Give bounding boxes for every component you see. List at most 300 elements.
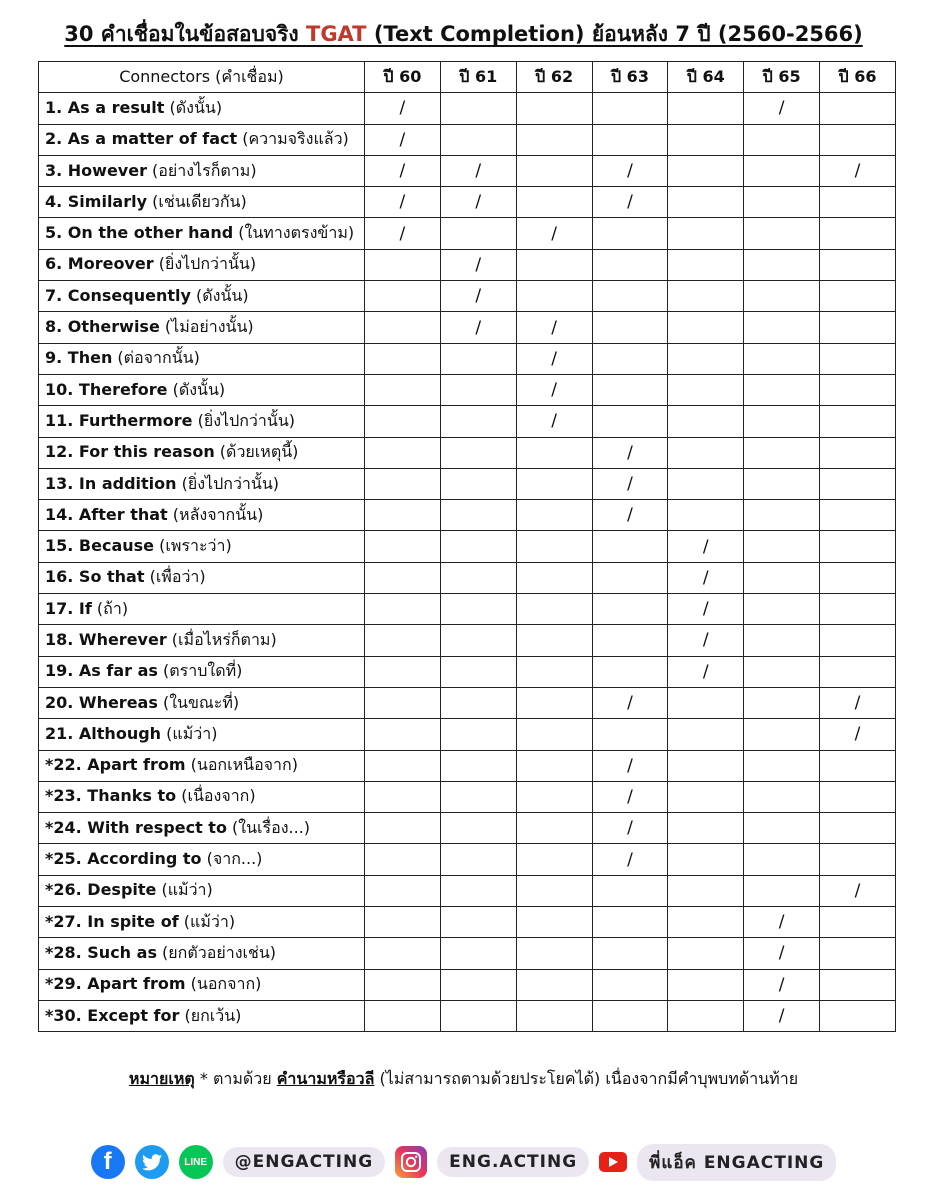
mark-cell <box>365 437 441 468</box>
mark-cell <box>365 813 441 844</box>
mark-cell <box>744 281 820 312</box>
connector-cell <box>39 218 365 249</box>
table-body <box>39 93 896 1032</box>
year-header: ปี 62 <box>516 62 592 93</box>
mark-cell: / <box>820 687 896 718</box>
table-row <box>39 625 896 656</box>
mark-cell <box>820 938 896 969</box>
table-row <box>39 500 896 531</box>
mark-cell <box>744 625 820 656</box>
connector-cell <box>39 281 365 312</box>
mark-cell: / <box>744 938 820 969</box>
mark-cell <box>744 155 820 186</box>
mark-cell <box>440 374 516 405</box>
table-row <box>39 249 896 280</box>
mark-cell <box>592 93 668 124</box>
mark-cell <box>744 531 820 562</box>
mark-cell <box>668 218 744 249</box>
mark-cell <box>668 875 744 906</box>
mark-cell <box>744 562 820 593</box>
mark-cell <box>820 406 896 437</box>
connector-cell <box>39 437 365 468</box>
mark-cell <box>365 750 441 781</box>
connector-en: 16. So that <box>45 567 145 587</box>
mark-cell <box>744 750 820 781</box>
mark-cell: / <box>365 218 441 249</box>
connector-en: 14. After that <box>45 504 168 524</box>
mark-cell: / <box>592 844 668 875</box>
mark-cell <box>668 374 744 405</box>
mark-cell <box>668 750 744 781</box>
connector-th: (อย่างไรก็ตาม) <box>146 160 257 180</box>
mark-cell <box>820 656 896 687</box>
mark-cell <box>516 750 592 781</box>
connector-th: (เพื่อว่า) <box>144 567 206 587</box>
mark-cell <box>365 875 441 906</box>
connector-cell <box>39 468 365 499</box>
connector-en: *27. In spite of <box>45 911 179 931</box>
mark-cell <box>440 437 516 468</box>
mark-cell <box>668 406 744 437</box>
mark-cell <box>365 312 441 343</box>
mark-cell <box>820 187 896 218</box>
mark-cell <box>365 468 441 499</box>
mark-cell <box>440 907 516 938</box>
mark-cell <box>440 875 516 906</box>
mark-cell: / <box>592 437 668 468</box>
mark-cell <box>365 781 441 812</box>
mark-cell <box>744 437 820 468</box>
connector-cell <box>39 969 365 1000</box>
mark-cell <box>365 938 441 969</box>
table-row <box>39 155 896 186</box>
handle-pill-2: ENG.ACTING <box>437 1147 589 1177</box>
mark-cell <box>592 249 668 280</box>
table-row <box>39 468 896 499</box>
connector-en: 1. As a result <box>45 97 165 117</box>
connector-en: 4. Similarly <box>45 191 148 211</box>
mark-cell <box>744 781 820 812</box>
connector-th: (เนื่องจาก) <box>176 786 256 806</box>
mark-cell <box>365 719 441 750</box>
mark-cell <box>440 124 516 155</box>
mark-cell: / <box>440 249 516 280</box>
connector-cell <box>39 374 365 405</box>
connector-th: (ดังนั้น) <box>167 379 226 399</box>
connector-cell <box>39 406 365 437</box>
mark-cell <box>820 312 896 343</box>
mark-cell <box>744 656 820 687</box>
connector-cell <box>39 343 365 374</box>
table-row <box>39 562 896 593</box>
connector-th: (ในเรื่อง...) <box>226 817 310 837</box>
mark-cell: / <box>592 781 668 812</box>
mark-cell: / <box>744 907 820 938</box>
mark-cell: / <box>516 312 592 343</box>
mark-cell <box>440 468 516 499</box>
connector-th: (หลังจากนั้น) <box>167 504 264 524</box>
mark-cell: / <box>516 218 592 249</box>
connector-en: 5. On the other hand <box>45 223 234 243</box>
mark-cell <box>592 531 668 562</box>
mark-cell <box>820 907 896 938</box>
connector-en: 21. Although <box>45 723 162 743</box>
connector-cell <box>39 625 365 656</box>
connector-cell <box>39 562 365 593</box>
connector-en: *22. Apart from <box>45 755 186 775</box>
connector-cell <box>39 907 365 938</box>
year-header: ปี 65 <box>744 62 820 93</box>
mark-cell <box>516 594 592 625</box>
connector-th: (เพราะว่า) <box>154 536 232 556</box>
mark-cell <box>516 625 592 656</box>
mark-cell <box>820 844 896 875</box>
mark-cell <box>365 594 441 625</box>
mark-cell <box>820 781 896 812</box>
mark-cell <box>820 281 896 312</box>
connector-th: (แม้ว่า) <box>161 723 218 743</box>
mark-cell <box>820 343 896 374</box>
footnote-text-1: * ตามด้วย <box>194 1069 277 1088</box>
mark-cell <box>516 531 592 562</box>
connector-th: (ยกเว้น) <box>179 1005 242 1025</box>
connector-en: 7. Consequently <box>45 285 191 305</box>
connector-th: (ถ้า) <box>91 598 129 618</box>
table-row <box>39 374 896 405</box>
connector-th: (นอกจาก) <box>185 974 262 994</box>
connector-cell <box>39 531 365 562</box>
mark-cell: / <box>592 813 668 844</box>
mark-cell <box>516 187 592 218</box>
connector-th: (เช่นเดียวกัน) <box>147 191 247 211</box>
mark-cell: / <box>668 656 744 687</box>
line-icon[interactable] <box>179 1145 213 1179</box>
social-footer <box>0 1142 927 1182</box>
mark-cell <box>365 281 441 312</box>
mark-cell <box>668 687 744 718</box>
table-row <box>39 656 896 687</box>
mark-cell <box>516 687 592 718</box>
mark-cell <box>365 844 441 875</box>
mark-cell <box>365 625 441 656</box>
mark-cell <box>668 155 744 186</box>
mark-cell <box>744 218 820 249</box>
mark-cell <box>820 124 896 155</box>
mark-cell <box>668 969 744 1000</box>
connector-th: (ยกตัวอย่างเช่น) <box>156 942 277 962</box>
handle-pill-1: @ENGACTING <box>223 1147 386 1177</box>
mark-cell: / <box>592 687 668 718</box>
mark-cell <box>820 625 896 656</box>
mark-cell: / <box>440 187 516 218</box>
connector-cell <box>39 500 365 531</box>
connector-en: 9. Then <box>45 348 113 368</box>
connector-cell <box>39 155 365 186</box>
connector-th: (ในขณะที่) <box>157 692 240 712</box>
connector-th: (ยิ่งไปกว่านั้น) <box>176 473 280 493</box>
mark-cell <box>592 124 668 155</box>
table-row <box>39 969 896 1000</box>
connectors-header-en: Connectors <box>119 66 211 86</box>
mark-cell <box>744 343 820 374</box>
connector-cell <box>39 312 365 343</box>
mark-cell <box>820 437 896 468</box>
mark-cell <box>668 468 744 499</box>
connector-th: (ตราบใดที่) <box>157 661 243 681</box>
table-row <box>39 1000 896 1031</box>
mark-cell <box>820 249 896 280</box>
connector-th: (แม้ว่า) <box>156 880 213 900</box>
mark-cell <box>668 93 744 124</box>
footnote-emphasis: คำนามหรือวลี <box>276 1069 375 1088</box>
year-header: ปี 61 <box>440 62 516 93</box>
connector-cell <box>39 844 365 875</box>
connector-th: (จาก...) <box>201 849 263 869</box>
connector-th: (ดังนั้น) <box>164 97 223 117</box>
connector-th: (ดังนั้น) <box>190 285 249 305</box>
connector-cell <box>39 875 365 906</box>
table-row <box>39 813 896 844</box>
mark-cell <box>440 625 516 656</box>
connector-en: 19. As far as <box>45 661 158 681</box>
mark-cell <box>592 938 668 969</box>
connector-en: *26. Despite <box>45 880 157 900</box>
footnote <box>0 1067 927 1092</box>
mark-cell <box>668 437 744 468</box>
connector-cell <box>39 1000 365 1031</box>
mark-cell <box>668 813 744 844</box>
mark-cell: / <box>440 312 516 343</box>
mark-cell <box>744 187 820 218</box>
mark-cell <box>820 969 896 1000</box>
mark-cell: / <box>516 406 592 437</box>
mark-cell <box>668 1000 744 1031</box>
connector-cell <box>39 249 365 280</box>
mark-cell <box>592 719 668 750</box>
mark-cell <box>820 468 896 499</box>
mark-cell <box>516 719 592 750</box>
connector-th: (ด้วยเหตุนี้) <box>214 442 299 462</box>
mark-cell <box>592 562 668 593</box>
mark-cell <box>365 531 441 562</box>
mark-cell <box>744 594 820 625</box>
page-title <box>0 18 927 51</box>
connector-th: (แม้ว่า) <box>178 911 236 931</box>
connector-en: 10. Therefore <box>45 379 168 399</box>
mark-cell <box>744 124 820 155</box>
mark-cell <box>516 437 592 468</box>
mark-cell <box>516 124 592 155</box>
mark-cell <box>820 500 896 531</box>
mark-cell <box>744 312 820 343</box>
mark-cell <box>516 93 592 124</box>
mark-cell <box>744 468 820 499</box>
mark-cell: / <box>365 124 441 155</box>
footnote-label: หมายเหตุ <box>128 1069 195 1088</box>
mark-cell <box>365 343 441 374</box>
mark-cell: / <box>744 1000 820 1031</box>
mark-cell <box>744 374 820 405</box>
mark-cell <box>365 1000 441 1031</box>
twitter-icon[interactable] <box>135 1145 169 1179</box>
mark-cell <box>516 1000 592 1031</box>
connector-th: (ในทางตรงข้าม) <box>233 223 355 243</box>
mark-cell <box>592 594 668 625</box>
table-row <box>39 187 896 218</box>
mark-cell <box>365 406 441 437</box>
mark-cell <box>668 907 744 938</box>
instagram-icon[interactable] <box>395 1146 427 1178</box>
mark-cell <box>440 218 516 249</box>
mark-cell <box>592 656 668 687</box>
handle-pill-3: พี่แอ็ค ENGACTING <box>637 1144 836 1181</box>
connector-en: 18. Wherever <box>45 629 167 649</box>
table-row <box>39 124 896 155</box>
mark-cell <box>820 594 896 625</box>
connector-en: 15. Because <box>45 536 155 556</box>
connector-th: (ต่อจากนั้น) <box>112 348 200 368</box>
mark-cell: / <box>440 281 516 312</box>
year-header: ปี 64 <box>668 62 744 93</box>
mark-cell <box>592 969 668 1000</box>
table-row <box>39 687 896 718</box>
connector-cell <box>39 656 365 687</box>
connector-en: 12. For this reason <box>45 442 215 462</box>
mark-cell: / <box>668 562 744 593</box>
connector-cell <box>39 93 365 124</box>
mark-cell <box>365 969 441 1000</box>
connector-cell <box>39 719 365 750</box>
mark-cell <box>440 844 516 875</box>
mark-cell <box>668 343 744 374</box>
mark-cell <box>516 938 592 969</box>
connector-en: 8. Otherwise <box>45 317 160 337</box>
table-row <box>39 594 896 625</box>
title-suffix: (Text Completion) ย้อนหลัง 7 ปี (2560-2566) <box>366 22 863 46</box>
mark-cell <box>820 750 896 781</box>
mark-cell <box>440 656 516 687</box>
table-row <box>39 938 896 969</box>
mark-cell <box>592 374 668 405</box>
connector-en: 2. As a matter of fact <box>45 129 238 149</box>
mark-cell <box>592 625 668 656</box>
table-row <box>39 907 896 938</box>
mark-cell: / <box>592 155 668 186</box>
connector-cell <box>39 594 365 625</box>
mark-cell <box>668 781 744 812</box>
mark-cell <box>592 281 668 312</box>
mark-cell: / <box>820 875 896 906</box>
mark-cell <box>820 93 896 124</box>
mark-cell <box>516 155 592 186</box>
mark-cell <box>440 938 516 969</box>
connector-cell <box>39 750 365 781</box>
connector-th: (ยิ่งไปกว่านั้น) <box>153 254 257 274</box>
mark-cell: / <box>668 594 744 625</box>
table-row <box>39 406 896 437</box>
mark-cell <box>592 406 668 437</box>
mark-cell <box>668 312 744 343</box>
connector-cell <box>39 781 365 812</box>
mark-cell <box>820 562 896 593</box>
mark-cell <box>516 844 592 875</box>
mark-cell <box>516 500 592 531</box>
mark-cell <box>820 218 896 249</box>
mark-cell <box>516 468 592 499</box>
connector-en: 3. However <box>45 160 147 180</box>
connector-th: (ความจริงแล้ว) <box>237 129 349 149</box>
mark-cell <box>365 562 441 593</box>
mark-cell: / <box>744 93 820 124</box>
youtube-icon[interactable] <box>599 1152 627 1172</box>
connector-cell <box>39 938 365 969</box>
mark-cell: / <box>668 531 744 562</box>
year-header: ปี 60 <box>365 62 441 93</box>
connector-th: (นอกเหนือจาก) <box>185 755 298 775</box>
table-row <box>39 93 896 124</box>
mark-cell: / <box>592 187 668 218</box>
table-row <box>39 750 896 781</box>
facebook-icon[interactable]: f <box>91 1145 125 1179</box>
title-text <box>64 22 862 46</box>
mark-cell <box>440 750 516 781</box>
mark-cell: / <box>365 187 441 218</box>
table-row <box>39 781 896 812</box>
connector-th: (ยิ่งไปกว่านั้น) <box>192 410 296 430</box>
mark-cell <box>440 406 516 437</box>
mark-cell <box>440 343 516 374</box>
table-row <box>39 719 896 750</box>
mark-cell <box>516 281 592 312</box>
mark-cell: / <box>516 343 592 374</box>
connector-en: *30. Except for <box>45 1005 180 1025</box>
mark-cell <box>440 781 516 812</box>
mark-cell <box>744 500 820 531</box>
connectors-header <box>39 62 365 93</box>
mark-cell <box>744 687 820 718</box>
mark-cell <box>592 343 668 374</box>
mark-cell <box>668 187 744 218</box>
mark-cell <box>516 781 592 812</box>
mark-cell <box>440 719 516 750</box>
title-prefix: 30 คำเชื่อมในข้อสอบจริง <box>64 22 306 46</box>
mark-cell: / <box>365 93 441 124</box>
mark-cell: / <box>365 155 441 186</box>
mark-cell <box>744 719 820 750</box>
mark-cell <box>668 124 744 155</box>
mark-cell: / <box>668 625 744 656</box>
mark-cell <box>516 969 592 1000</box>
table-row <box>39 844 896 875</box>
connector-en: *24. With respect to <box>45 817 227 837</box>
connector-en: 13. In addition <box>45 473 177 493</box>
connector-en: *28. Such as <box>45 942 157 962</box>
mark-cell: / <box>440 155 516 186</box>
mark-cell <box>668 844 744 875</box>
mark-cell <box>592 907 668 938</box>
mark-cell <box>365 249 441 280</box>
mark-cell: / <box>592 468 668 499</box>
mark-cell <box>592 312 668 343</box>
table-row <box>39 437 896 468</box>
line-icon-text: LINE <box>184 1156 208 1168</box>
connector-en: 20. Whereas <box>45 692 158 712</box>
connector-en: *25. According to <box>45 849 202 869</box>
year-header: ปี 66 <box>820 62 896 93</box>
mark-cell <box>744 249 820 280</box>
mark-cell <box>516 656 592 687</box>
mark-cell <box>440 594 516 625</box>
